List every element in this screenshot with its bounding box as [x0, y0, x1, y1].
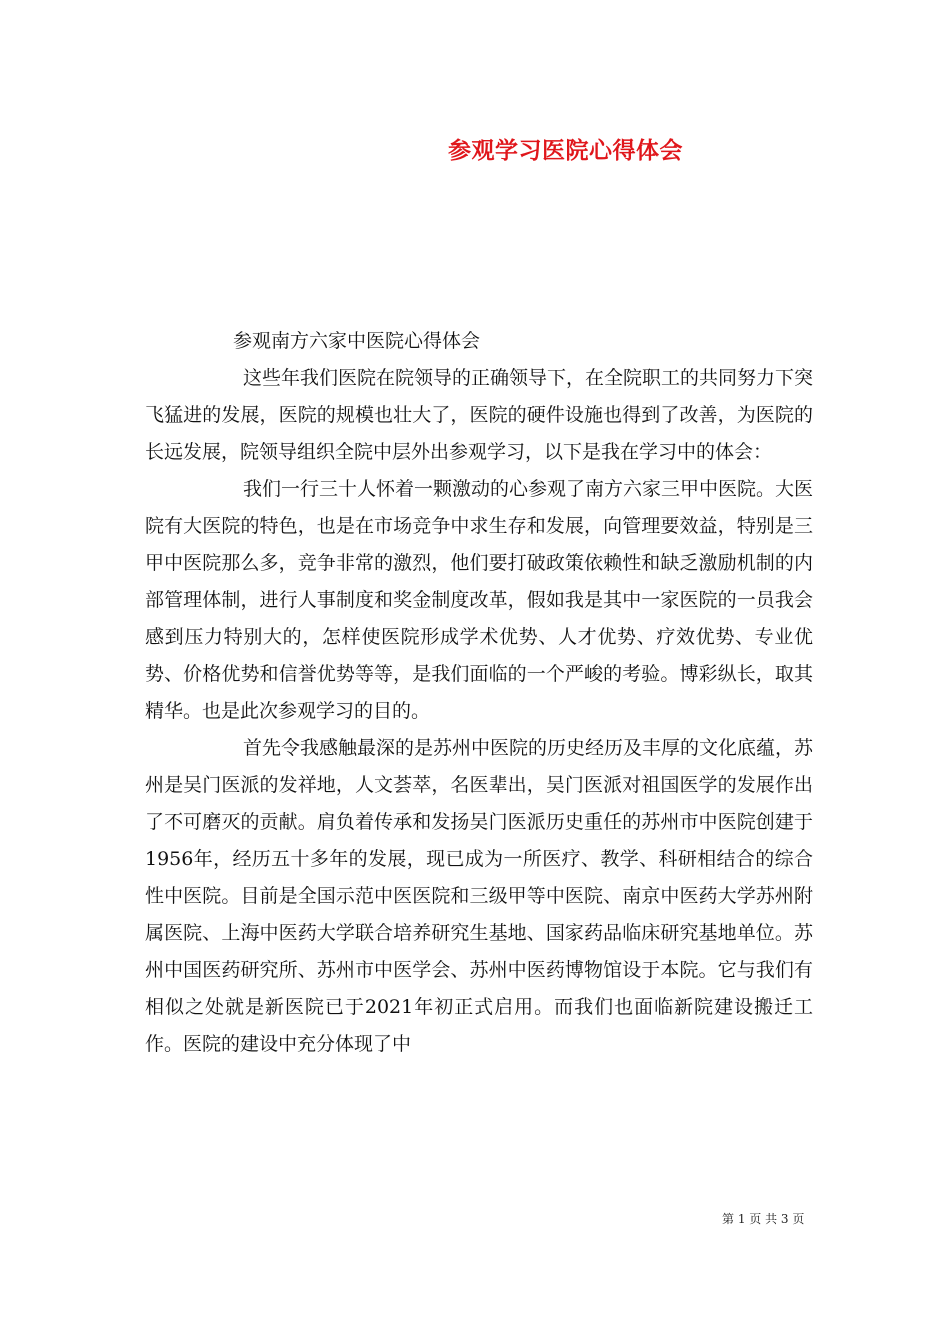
document-subtitle: 参观南方六家中医院心得体会 [233, 330, 481, 352]
paragraph-3: 首先令我感触最深的是苏州中医院的历史经历及丰厚的文化底蕴，苏州是吴门医派的发祥地，人文荟萃，名医辈出，吴门医派对祖国医学的发展作出了不可磨灭的贡献。肩负着传承和发扬吴门医派历史重任的苏州市中医院创建于1956年，经历五十多年的发展，现已成为一所医疗、教学、科研相结合的综合性中医院。目前是全国示范中医医院和三级甲等中医院、南京中医药大学苏州附属医院、上海中医药大学联合培养研究生基地、国家药品临床研究基地单位。苏州中国医药研究所、苏州市中医学会、苏州中医药博物馆设于本院。它与我们有相似之处就是新医院已于2021年初正式启用。而我们也面临新院建设搬迁工作。医院的建设中充分体现了中 [145, 737, 814, 1055]
paragraph-1: 这些年我们医院在院领导的正确领导下，在全院职工的共同努力下突飞猛进的发展，医院的规模也壮大了，医院的硬件设施也得到了改善，为医院的长远发展，院领导组织全院中层外出参观学习，以下是我在学习中的体会： [145, 367, 814, 463]
document-title: 参观学习医院心得体会 [448, 137, 683, 164]
document-body [145, 360, 813, 1063]
paragraph-2: 我们一行三十人怀着一颗激动的心参观了南方六家三甲中医院。大医院有大医院的特色，也是在市场竞争中求生存和发展，向管理要效益，特别是三甲中医院那么多，竞争非常的激烈，他们要打破政策依赖性和缺乏激励机制的内部管理体制，进行人事制度和奖金制度改革，假如我是其中一家医院的一员我会感到压力特别大的，怎样使医院形成学术优势、人才优势、疗效优势、专业优势、价格优势和信誉优势等等，是我们面临的一个严峻的考验。博彩纵长，取其精华。也是此次参观学习的目的。 [145, 478, 814, 722]
page-number-footer: 第 1 页 共 3 页 [722, 1212, 805, 1226]
